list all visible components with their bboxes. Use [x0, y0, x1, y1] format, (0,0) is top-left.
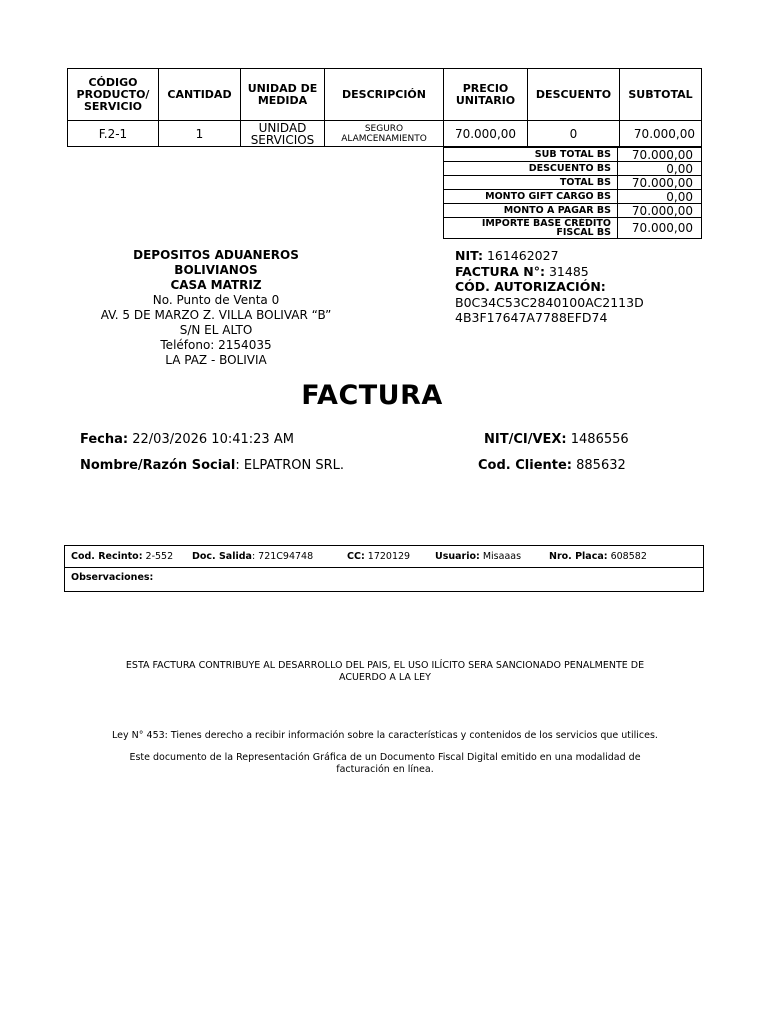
company-punto-venta: No. Punto de Venta 0 [152, 293, 280, 307]
header-unidad: UNIDAD DE MEDIDA [241, 69, 325, 121]
doc-salida-value: : 721C94748 [251, 551, 314, 562]
cod-autorizacion-line2: 4B3F17647A7788EFD74 [455, 310, 608, 325]
nit-line [455, 248, 715, 264]
razon-social-line [80, 458, 344, 473]
nit-value: 161462027 [486, 248, 559, 263]
cliente-label: Cod. Cliente: [478, 458, 572, 473]
header-subtotal: SUBTOTAL [620, 69, 702, 121]
representation-line2: facturación en línea. [336, 764, 434, 775]
totals-table [443, 147, 702, 239]
legal-notice-line2: ACUERDO A LA LEY [339, 672, 431, 683]
totals-label: IMPORTE BASE CRÉDITO FISCAL BS [444, 218, 618, 239]
company-block [80, 248, 352, 368]
legal-notice-line1: ESTA FACTURA CONTRIBUYE AL DESARROLLO DEL PAIS, EL USO ILÍCITO SERA SANCIONADO PENALMENTE DE [125, 660, 645, 671]
items-table [67, 68, 702, 147]
totals-value: 0,00 [618, 162, 702, 176]
factura-line [455, 264, 715, 280]
company-address-line1: AV. 5 DE MARZO Z. VILLA BOLIVAR “B” [100, 308, 332, 322]
doc-salida [192, 546, 313, 567]
cell-subtotal: 70.000,00 [620, 121, 702, 147]
cell-cantidad: 1 [159, 121, 241, 147]
company-name-line2: BOLIVIANOS [174, 263, 258, 277]
header-cantidad: CANTIDAD [159, 69, 241, 121]
totals-value: 70.000,00 [618, 218, 702, 239]
totals-label: DESCUENTO BS [444, 162, 618, 176]
cod-recinto [71, 546, 173, 567]
factura-label: FACTURA N°: [455, 263, 545, 279]
nro-placa [549, 546, 647, 567]
cell-descripcion: SEGURO ALAMCENAMIENTO [325, 121, 444, 147]
cell-unidad: UNIDAD SERVICIOS [241, 121, 325, 147]
doc-salida-label: Doc. Salida [192, 551, 252, 562]
header-codigo: CÓDIGO PRODUCTO/ SERVICIO [68, 69, 159, 121]
totals-row [444, 162, 702, 176]
cod-recinto-value: 2-552 [145, 551, 174, 562]
header-descuento: DESCUENTO [528, 69, 620, 121]
totals-row [444, 218, 702, 239]
totals-value: 70.000,00 [618, 204, 702, 218]
document-title: FACTURA [301, 380, 443, 411]
fiscal-block [455, 248, 715, 326]
totals-row [444, 148, 702, 162]
company-phone: Teléfono: 2154035 [160, 338, 272, 352]
representation-line1: Este documento de la Representación Gráfica de un Documento Fiscal Digital emitido en una modalidad de [129, 752, 641, 763]
cell-descuento: 0 [528, 121, 620, 147]
fecha-line [80, 432, 294, 447]
cliente-value: 885632 [576, 458, 626, 473]
cell-codigo: F.2-1 [68, 121, 159, 147]
razon-label: Nombre/Razón Social [80, 458, 236, 473]
company-name-line1: DEPOSITOS ADUANEROS [133, 248, 299, 262]
nit-ci-label: NIT/CI/VEX: [484, 432, 567, 447]
totals-label: TOTAL BS [444, 176, 618, 190]
totals-row [444, 190, 702, 204]
usuario-value: Misaaas [482, 551, 522, 562]
usuario-label: Usuario: [435, 551, 480, 562]
totals-row [444, 204, 702, 218]
observaciones-label: Observaciones: [71, 572, 154, 583]
nit-ci-line [484, 432, 629, 447]
cliente-line [478, 458, 626, 473]
cc [347, 546, 410, 567]
cod-autorizacion-line1: B0C34C53C2840100AC2113D [455, 294, 644, 310]
usuario [435, 546, 521, 567]
placa-value: 608582 [610, 551, 647, 562]
totals-label: SUB TOTAL BS [444, 148, 618, 162]
totals-row [444, 176, 702, 190]
totals-value: 0,00 [618, 190, 702, 204]
cod-recinto-label: Cod. Recinto: [71, 551, 143, 562]
ley-453-text: Ley N° 453: Tienes derecho a recibir información sobre la características y contenidos de los servicios que utilices. [112, 730, 658, 741]
factura-value: 31485 [548, 263, 589, 279]
cod-label-text: CÓD. AUTORIZACIÓN: [455, 279, 606, 294]
cc-label: CC: [347, 551, 365, 562]
company-city: LA PAZ - BOLIVIA [165, 353, 267, 367]
totals-value: 70.000,00 [618, 176, 702, 190]
fecha-value: 22/03/2026 10:41:23 AM [132, 432, 294, 447]
nit-ci-value: 1486556 [570, 432, 629, 447]
legal-notice [90, 660, 680, 684]
totals-value: 70.000,00 [618, 148, 702, 162]
header-precio: PRECIO UNITARIO [444, 69, 528, 121]
company-branch: CASA MATRIZ [170, 278, 262, 292]
totals-label: MONTO GIFT CARGO BS [444, 190, 618, 204]
company-address-line2: S/N EL ALTO [179, 323, 253, 337]
totals-label: MONTO A PAGAR BS [444, 204, 618, 218]
fecha-label: Fecha: [80, 432, 129, 447]
items-header-row [68, 69, 702, 121]
cod-autorizacion-label [455, 279, 715, 295]
placa-label: Nro. Placa: [549, 551, 608, 562]
razon-value: : ELPATRON SRL. [235, 458, 344, 473]
cc-value: 1720129 [367, 551, 411, 562]
table-row [68, 121, 702, 147]
recinto-row [65, 546, 703, 568]
cell-precio: 70.000,00 [444, 121, 528, 147]
recinto-box [64, 545, 704, 592]
nit-label: NIT: [455, 248, 483, 263]
representation-text [90, 752, 680, 776]
header-descripcion: DESCRIPCIÓN [325, 69, 444, 121]
